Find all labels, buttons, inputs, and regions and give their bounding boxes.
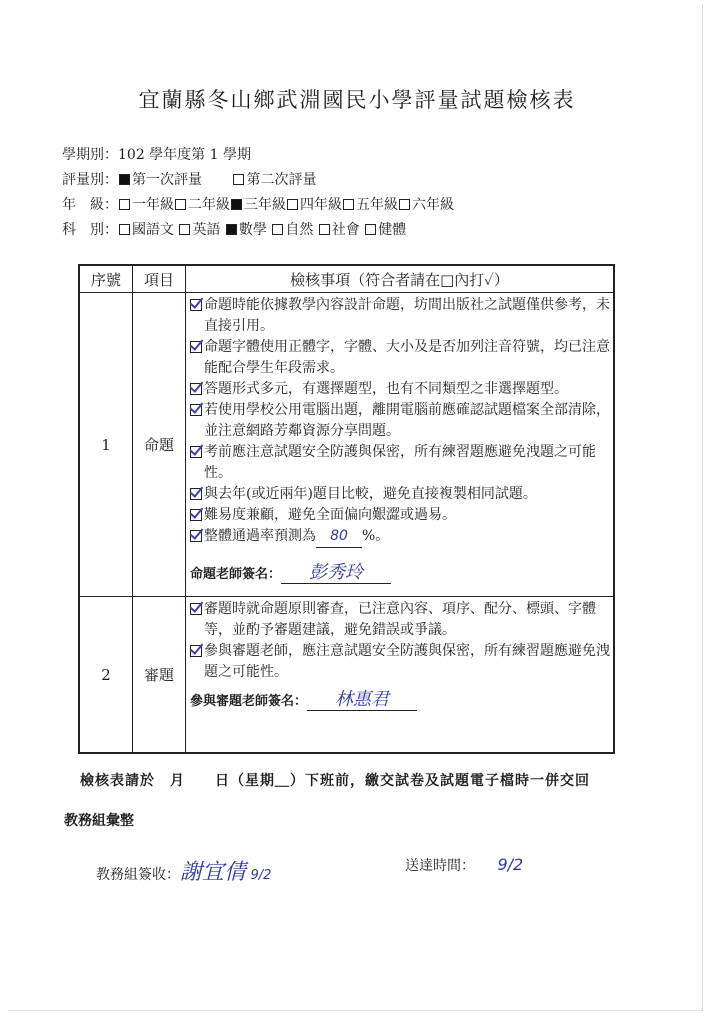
checkmark-icon[interactable] — [190, 446, 202, 458]
header-seq: 序號 — [79, 265, 133, 293]
subject-checkbox-2[interactable] — [179, 224, 190, 235]
check-item-pass-rate[interactable]: 整體通過率預測為 80 %。 — [190, 526, 613, 548]
row-num: 1 — [79, 293, 133, 597]
exam-option-1: 第一次評量 — [132, 172, 202, 188]
check-item[interactable]: 與去年(或近兩年)題目比較，避免直接複製相同試題。 — [190, 484, 613, 505]
checklist-table — [78, 264, 615, 754]
checkmark-icon[interactable] — [190, 383, 202, 395]
subject-option-4: 自然 — [285, 222, 314, 238]
form-title: 宜蘭縣冬山鄉武淵國民小學評量試題檢核表 — [138, 88, 576, 112]
author-signature-label: 命題老師簽名： — [190, 567, 282, 582]
receive-label: 教務組簽收： — [96, 867, 180, 883]
checkmark-icon[interactable] — [190, 645, 202, 657]
grade-option-1: 一年級 — [132, 197, 174, 213]
check-item[interactable]: 命題時能依據教學內容設計命題，坊間出版社之試題僅供參考，未直接引用。 — [190, 295, 613, 337]
exam-checkbox-1[interactable] — [119, 174, 130, 185]
row-num: 2 — [79, 597, 133, 754]
header-row — [79, 265, 614, 293]
semester-label: 學期別： — [62, 147, 118, 163]
reviewer-signature-line — [190, 689, 613, 712]
check-item[interactable]: 答題形式多元，有選擇題型，也有不同類型之非選擇題型。 — [190, 379, 613, 400]
subject-checkbox-6[interactable] — [365, 224, 376, 235]
grade-option-5: 五年級 — [356, 197, 398, 213]
grade-checkbox-2[interactable] — [175, 199, 186, 210]
subject-line — [62, 219, 406, 239]
checkmark-icon[interactable] — [190, 404, 202, 416]
checkmark-icon[interactable] — [190, 299, 202, 311]
check-item[interactable]: 參與審題老師，應注意試題安全防護與保密，所有練習題應避免洩題之可能性。 — [190, 641, 613, 683]
grade-option-2: 二年級 — [188, 197, 230, 213]
checkmark-icon[interactable] — [190, 488, 202, 500]
subject-label: 科 別： — [62, 222, 118, 238]
header-items: 檢核事項（符合者請在□內打✓） — [186, 265, 615, 293]
submission-note: 檢核表請於 月 日（星期＿）下班前，繳交試卷及試題電子檔時一併交回 — [80, 773, 590, 789]
row-category: 命題 — [133, 293, 186, 597]
subject-checkbox-1[interactable] — [119, 224, 130, 235]
checkmark-icon[interactable] — [190, 509, 202, 521]
send-time-line — [405, 855, 523, 875]
grade-option-4: 四年級 — [300, 197, 342, 213]
subject-option-6: 健體 — [378, 222, 407, 238]
row-content — [186, 597, 615, 754]
semester-line — [62, 144, 251, 164]
grade-checkbox-6[interactable] — [399, 199, 410, 210]
send-time-value[interactable]: 9/2 — [497, 855, 524, 874]
exam-checkbox-2[interactable] — [233, 174, 244, 185]
section-title: 教務組彙整 — [64, 813, 134, 829]
grade-checkbox-1[interactable] — [119, 199, 130, 210]
check-item[interactable]: 若使用學校公用電腦出題，離開電腦前應確認試題檔案全部清除，並注意網路芳鄰資源分享問題。 — [190, 400, 613, 442]
check-item[interactable]: 難易度兼顧，避免全面偏向艱澀或過易。 — [190, 505, 613, 526]
pass-rate-value[interactable]: 80 — [316, 526, 362, 548]
subject-checkbox-5[interactable] — [319, 224, 330, 235]
send-time-label: 送達時間： — [405, 858, 475, 874]
row-category: 審題 — [133, 597, 186, 754]
subject-option-3: 數學 — [238, 222, 267, 238]
header-category: 項目 — [133, 265, 186, 293]
exam-line — [62, 169, 316, 189]
check-item[interactable]: 命題字體使用正體字，字體、大小及是否加列注音符號，均已注意能配合學生年段需求。 — [190, 337, 613, 379]
table-row — [79, 597, 614, 754]
exam-option-2: 第二次評量 — [246, 172, 317, 188]
author-signature-line — [190, 562, 613, 585]
reviewer-signature-label: 參與審題老師簽名： — [190, 694, 308, 709]
subject-option-1: 國語文 — [132, 222, 174, 238]
subject-option-2: 英語 — [192, 222, 221, 238]
subject-checkbox-4[interactable] — [272, 224, 283, 235]
grade-checkbox-4[interactable] — [287, 199, 298, 210]
check-item[interactable]: 審題時就命題原則審查，已注意內容、項序、配分、標頭、字體等，並酌予審題建議，避免錯誤或爭議。 — [190, 599, 613, 641]
exam-label: 評量別： — [62, 172, 118, 188]
subject-checkbox-3[interactable] — [226, 224, 237, 235]
author-signature[interactable]: 彭秀玲 — [281, 562, 391, 584]
grade-line — [62, 194, 454, 214]
table-row — [79, 293, 614, 597]
checkmark-icon[interactable] — [190, 603, 202, 615]
row-content — [186, 293, 615, 597]
receive-signature[interactable]: 謝宜倩 — [180, 860, 247, 885]
grade-checkbox-5[interactable] — [343, 199, 354, 210]
receive-date: 9/2 — [250, 868, 272, 883]
receive-line — [96, 855, 271, 886]
checkmark-icon[interactable] — [190, 341, 202, 353]
reviewer-signature[interactable]: 林惠君 — [307, 689, 417, 711]
grade-checkbox-3[interactable] — [231, 199, 242, 210]
check-item[interactable]: 考前應注意試題安全防護與保密，所有練習題應避免洩題之可能性。 — [190, 442, 613, 484]
subject-option-5: 社會 — [331, 222, 360, 238]
grade-option-3: 三年級 — [244, 197, 286, 213]
grade-option-6: 六年級 — [412, 197, 454, 213]
semester-value: 102 學年度第 1 學期 — [118, 147, 251, 163]
checkmark-icon[interactable] — [190, 530, 202, 542]
grade-label: 年 級： — [62, 197, 118, 213]
